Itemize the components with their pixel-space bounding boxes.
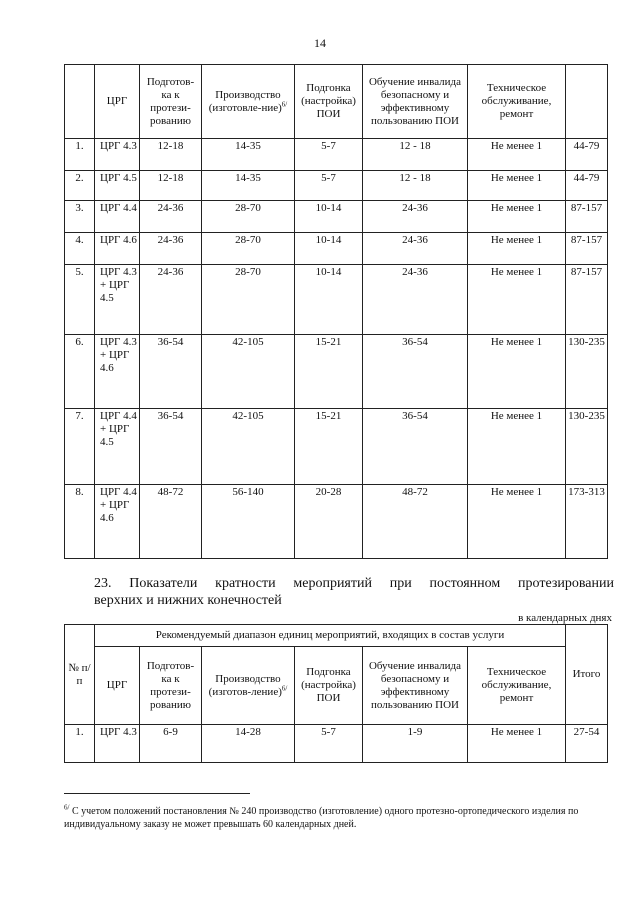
cell-total: 130-235 [566,409,608,485]
cell-prep: 12-18 [140,171,202,201]
header-fit: Подгонка (настройка) ПОИ [295,65,363,139]
cell-fit: 15-21 [295,409,363,485]
cell-train: 24-36 [363,233,468,265]
cell-total: 27-54 [566,725,608,763]
cell-service: Не менее 1 [468,265,566,335]
cell-prep: 24-36 [140,233,202,265]
section-title-line1: 23. Показатели кратности мероприятий при постоянном протезировании [94,576,614,591]
cell-service: Не менее 1 [468,233,566,265]
cell-group: ЦРГ 4.6 [95,233,140,265]
cell-group: ЦРГ 4.4 + ЦРГ 4.6 [95,485,140,559]
header-service: Техническое обслуживание, ремонт [468,65,566,139]
cell-prod: 14-35 [202,171,295,201]
cell-group: ЦРГ 4.3 + ЦРГ 4.6 [95,335,140,409]
cell-train: 12 - 18 [363,139,468,171]
table-row [65,409,608,485]
cell-prep: 12-18 [140,139,202,171]
cell-prod: 28-70 [202,233,295,265]
cell-service: Не менее 1 [468,335,566,409]
cell-train: 12 - 18 [363,171,468,201]
cell-group: ЦРГ 4.4 [95,201,140,233]
cell-train: 24-36 [363,201,468,233]
cell-n: 4. [65,233,95,265]
cell-fit: 10-14 [295,265,363,335]
header-train: Обучение инвалида безопасному и эффективному пользованию ПОИ [363,647,468,725]
cell-service: Не менее 1 [468,485,566,559]
cell-prep: 48-72 [140,485,202,559]
cell-fit: 5-7 [295,171,363,201]
table-row [65,485,608,559]
table-row [65,265,608,335]
cell-total: 87-157 [566,233,608,265]
table-row [65,233,608,265]
cell-total: 173-313 [566,485,608,559]
footnote: $^{6/}$ С учетом положений постановления № 240 производство (изготовление) одного протезно-ортопедического изделия по индивидуальному заказу не может превышать 60 календарных дней. [64,803,579,830]
cell-fit: 10-14 [295,201,363,233]
cell-group: ЦРГ 4.3 [95,725,140,763]
page-number: 14 [314,36,326,50]
cell-fit: 10-14 [295,233,363,265]
cell-train: 36-54 [363,409,468,485]
table-row [65,201,608,233]
header-fit: Подгонка (настройка) ПОИ [295,647,363,725]
cell-prep: 24-36 [140,201,202,233]
header-prod: Производство (изготов-ление)$^{6/}$ [202,647,295,725]
header-prod: Производство (изготовле-ние)$^{6/}$ [202,65,295,139]
header-total [566,65,608,139]
cell-prep: 24-36 [140,265,202,335]
cell-n: 5. [65,265,95,335]
units-note: в календарных днях [518,612,612,624]
cell-service: Не менее 1 [468,171,566,201]
cell-group: ЦРГ 4.3 + ЦРГ 4.5 [95,265,140,335]
header-group: ЦРГ [95,647,140,725]
cell-train: 24-36 [363,265,468,335]
cell-n: 2. [65,171,95,201]
header-service: Техническое обслуживание, ремонт [468,647,566,725]
cell-prod: 28-70 [202,265,295,335]
cell-total: 130-235 [566,335,608,409]
header-total: Итого [566,625,608,725]
cell-prep: 6-9 [140,725,202,763]
section-heading [94,575,614,609]
cell-fit: 5-7 [295,139,363,171]
cell-total: 87-157 [566,201,608,233]
cell-total: 44-79 [566,171,608,201]
cell-group: ЦРГ 4.3 [95,139,140,171]
permanent-prosthetics-table [64,624,608,763]
cell-prod: 56-140 [202,485,295,559]
intervals-table-continued [64,64,608,559]
cell-train: 1-9 [363,725,468,763]
cell-prod: 14-35 [202,139,295,171]
cell-group: ЦРГ 4.5 [95,171,140,201]
section-title-line2: верхних и нижних конечностей [94,593,282,608]
cell-prep: 36-54 [140,409,202,485]
header-prep: Подготов-ка к протези-рованию [140,647,202,725]
cell-prep: 36-54 [140,335,202,409]
cell-train: 48-72 [363,485,468,559]
cell-service: Не менее 1 [468,201,566,233]
table-row [65,171,608,201]
cell-prod: 42-105 [202,335,295,409]
cell-total: 44-79 [566,139,608,171]
header-group: ЦРГ [95,65,140,139]
cell-train: 36-54 [363,335,468,409]
header-train: Обучение инвалида безопасному и эффективному пользованию ПОИ [363,65,468,139]
table-row [65,139,608,171]
table-row [65,725,608,763]
cell-n: 7. [65,409,95,485]
footnote-divider [64,793,250,794]
cell-service: Не менее 1 [468,725,566,763]
header-num: № п/п [65,625,95,725]
cell-prod: 42-105 [202,409,295,485]
cell-total: 87-157 [566,265,608,335]
cell-prod: 28-70 [202,201,295,233]
header-num [65,65,95,139]
header-prep: Подготов-ка к протези-рованию [140,65,202,139]
cell-n: 1. [65,139,95,171]
cell-fit: 5-7 [295,725,363,763]
cell-prod: 14-28 [202,725,295,763]
cell-n: 6. [65,335,95,409]
header-range: Рекомендуемый диапазон единиц мероприятий, входящих в состав услуги [95,625,566,647]
cell-n: 8. [65,485,95,559]
table-row [65,335,608,409]
cell-fit: 15-21 [295,335,363,409]
cell-service: Не менее 1 [468,139,566,171]
cell-n: 1. [65,725,95,763]
cell-group: ЦРГ 4.4 + ЦРГ 4.5 [95,409,140,485]
cell-n: 3. [65,201,95,233]
cell-fit: 20-28 [295,485,363,559]
cell-service: Не менее 1 [468,409,566,485]
